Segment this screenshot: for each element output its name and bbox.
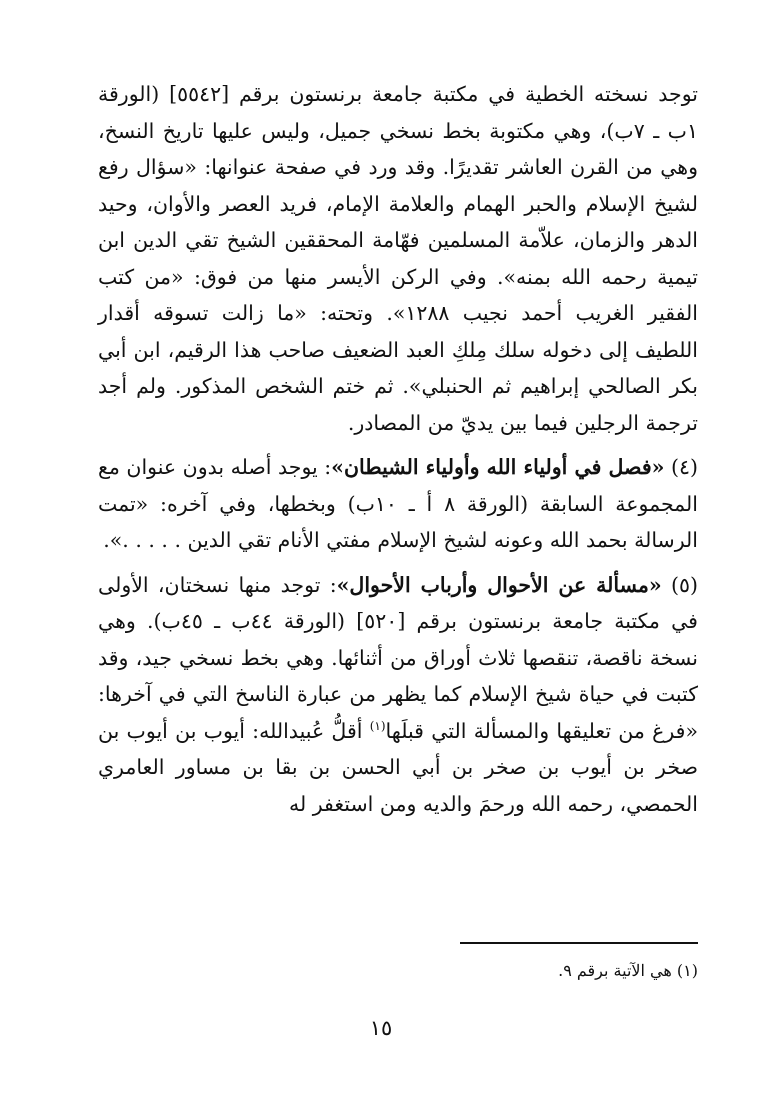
footnote-text: (١) هي الآتية برقم ٩. bbox=[558, 961, 698, 980]
paragraph-text: : توجد منها نسختان، الأولى في مكتبة جامعة برنستون برقم [٥٢٠] (الورقة ٤٤ب ـ ٤٥ب). وهي نسخة ناقصة، تنقصها ثلاث أوراق من أثنائها. وهي بخط نسخي جيد، وقد كتبت في حياة شيخ الإسلام كما يظهر من عبارة الناسخ التي في آخرها: «فرغ من تعليقها والمسألة التي قبلَها bbox=[98, 572, 698, 743]
main-text bbox=[98, 76, 698, 822]
footnote-reference[interactable]: (١) bbox=[369, 718, 386, 733]
footnote-divider bbox=[460, 942, 698, 944]
paragraph-manuscript-description bbox=[98, 76, 698, 441]
paragraph-item-5 bbox=[98, 567, 698, 823]
item-title: «فصل في أولياء الله وأولياء الشيطان» bbox=[331, 455, 665, 479]
paragraph-text: : يوجد أصله بدون عنوان مع المجموعة السابقة (الورقة ٨ أ ـ ١٠ب) وبخطها، وفي آخره: «تمت الرسالة بحمد الله وعونه لشيخ الإسلام مفتي الأنام تقي الدين . . . . .». bbox=[98, 455, 698, 552]
item-number: (٥) bbox=[670, 572, 698, 597]
paragraph-item-4 bbox=[98, 449, 698, 559]
footnote bbox=[558, 960, 698, 982]
page-number: ١٥ bbox=[369, 1016, 393, 1040]
item-title: «مسألة عن الأحوال وأرباب الأحوال» bbox=[336, 572, 662, 597]
item-number: (٤) bbox=[670, 455, 698, 479]
paragraph-text: توجد نسخته الخطية في مكتبة جامعة برنستون برقم [٥٥٤٢] (الورقة ١ب ـ ٧ب)، وهي مكتوبة بخط نسخي جميل، وليس عليها تاريخ النسخ، وهي من القرن العاشر تقديرًا. وقد ورد في صفحة عنوانها: «سؤال رفع لشيخ الإسلام والحبر الهمام والعلامة الإمام، فريد العصر والأوان، وحيد الدهر والزمان، علاّمة المسلمين فهّامة المحققين الشيخ تقي الدين ابن تيمية رحمه الله بمنه». وفي الركن الأيسر منها من فوق: «من كتب الفقير الغريب أحمد نجيب ١٢٨٨». وتحته: «ما زالت تسوقه أقدار اللطيف إلى دخوله سلك مِلكِ العبد الضعيف صاحب هذا الرقيم، ابن أبي بكر الصالحي إبراهيم ثم الحنبلي». ثم ختم الشخص المذكور. ولم أجد ترجمة الرجلين فيما بين يديّ من المصادر. bbox=[98, 82, 699, 435]
paragraph-text-continued: أقلُّ عُبيدالله: أيوب بن أيوب بن صخر بن أيوب بن صخر بن أبي الحسن بن بقا بن مساور العامري الحمصي، رحمه الله ورحمَ والديه ومن استغفر له bbox=[98, 718, 698, 816]
